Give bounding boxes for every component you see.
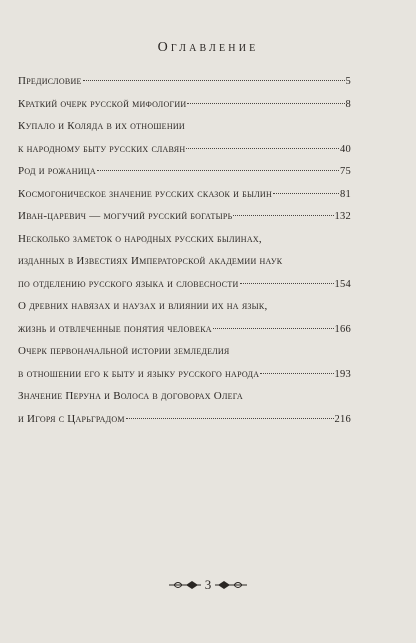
toc-entry-title: Купало и Коляда в их отношении [18, 120, 185, 132]
toc-entry-page: 154 [334, 278, 351, 290]
dot-leader [240, 283, 334, 284]
page-number-folio [0, 576, 416, 594]
dot-leader [97, 170, 339, 171]
toc-entry-line [18, 115, 351, 138]
ornament-left-icon [168, 579, 202, 591]
toc-entry-title: и Игоря с Царьградом [18, 412, 125, 425]
toc-entry [18, 363, 351, 386]
toc-entry-title: по отделению русского языка и словесности [18, 277, 239, 290]
toc-entry-line [18, 295, 351, 318]
toc-entry-page: 8 [345, 98, 351, 110]
toc-entry-page: 5 [345, 76, 351, 87]
dot-leader [186, 148, 339, 149]
toc-entry-title: Космогоническое значение русских сказок и былин [18, 187, 272, 200]
dot-leader [273, 193, 339, 194]
toc-entry-title: к народному быту русских славян [18, 142, 186, 155]
toc-entry-title: Краткий очерк русской мифологии [18, 97, 187, 110]
toc-entry [18, 273, 351, 296]
toc-entry [18, 160, 351, 183]
ornament-right-icon [214, 579, 248, 591]
toc-entry [18, 318, 351, 341]
toc-entry-page: 216 [334, 413, 351, 425]
toc-entry-line [18, 340, 351, 363]
dot-leader [126, 418, 334, 419]
toc-entry-title: Предисловие [18, 75, 82, 87]
toc-entry [18, 138, 351, 161]
toc-entry-page: 81 [340, 188, 351, 200]
dot-leader [213, 328, 334, 329]
dot-leader [233, 215, 333, 216]
toc-heading: Оглавление [157, 40, 259, 55]
toc-entry [18, 183, 351, 206]
toc-entry-title: Значение Перуна и Волоса в договорах Олега [18, 390, 243, 402]
toc-entry-title: в отношении его к быту и языку русского народа [18, 367, 260, 380]
toc-entry-title: жизнь и отвлеченные понятия человека [18, 322, 212, 335]
toc-entry-title: О древних навязах и наузах и влиянии их на язык, [18, 300, 268, 312]
toc-entry-title: Род и рожаница [18, 165, 96, 177]
toc-entry-line [18, 385, 351, 408]
toc-entry-page: 40 [340, 143, 351, 155]
toc-entry [18, 70, 351, 93]
toc-entry-line [18, 250, 351, 273]
toc-entry-page: 166 [334, 323, 351, 335]
toc-entry [18, 93, 351, 116]
toc-entry-title: Очерк первоначальной истории земледелия [18, 345, 230, 357]
toc-entry-page: 193 [334, 368, 351, 380]
dot-leader [83, 80, 345, 81]
toc-entry [18, 205, 351, 228]
toc-entry [18, 408, 351, 431]
toc-entry-title: Несколько заметок о народных русских былинах, [18, 232, 262, 245]
dot-leader [260, 373, 333, 374]
toc-entry-page: 75 [340, 166, 351, 177]
toc-entry-title: изданных в Известиях Императорской академии наук [18, 255, 283, 267]
toc-entry-line [18, 228, 351, 251]
toc-entry-page: 132 [334, 211, 351, 222]
page-number: 3 [204, 577, 212, 592]
toc-entry-title: Иван-царевич — могучий русский богатырь [18, 210, 233, 222]
dot-leader [187, 103, 344, 104]
toc-list [18, 70, 351, 430]
